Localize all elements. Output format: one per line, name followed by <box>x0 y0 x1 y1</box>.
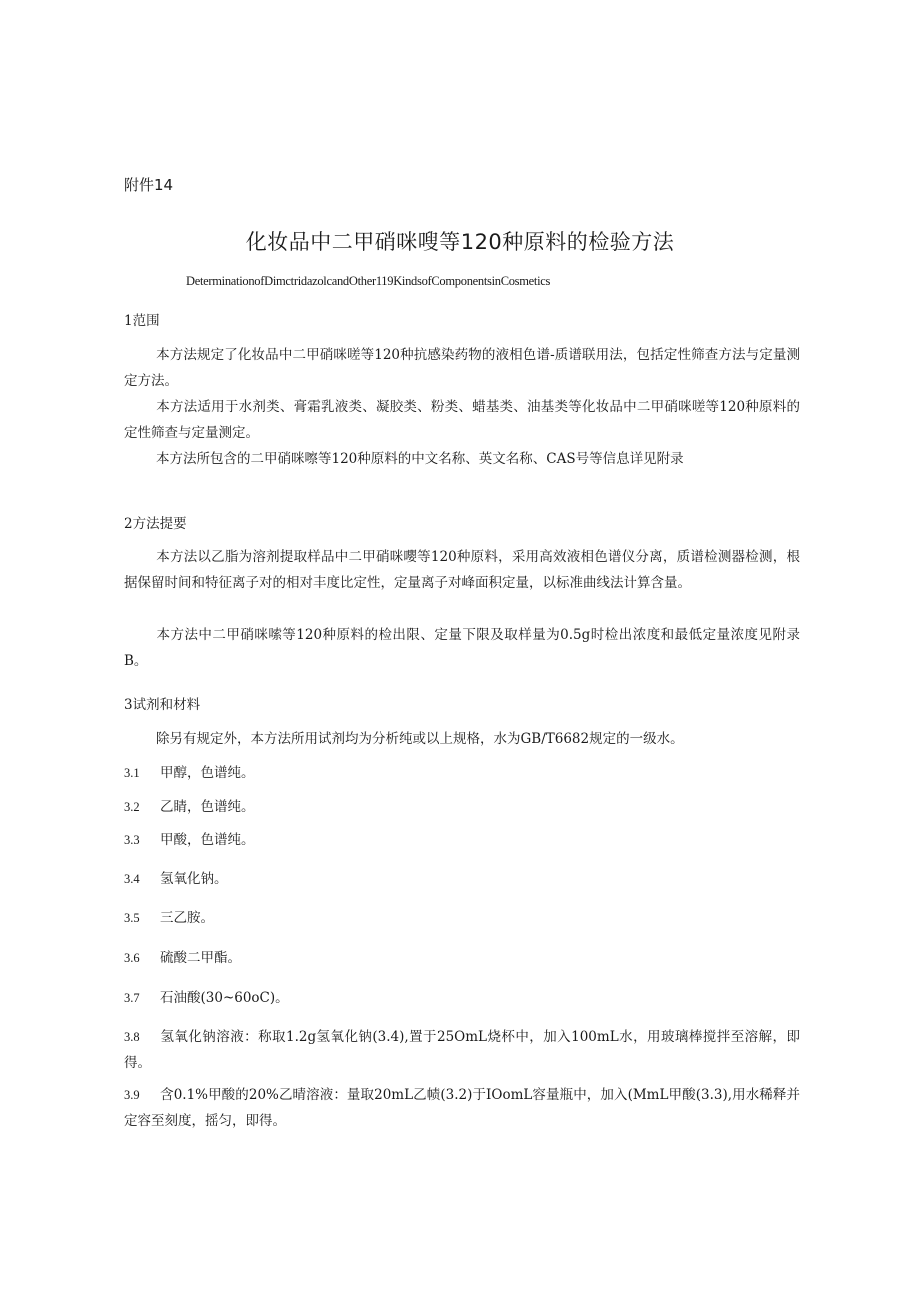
document-title: 化妆品中二甲硝咪嗖等120种原料的检验方法 <box>245 230 675 254</box>
list-item: 3.8 氢氧化钠溶液：称取1.2g氢氧化钠(3.4),置于25OmL烧杯中，加入100mL水，用玻璃棒搅拌至溶解，即得。 <box>124 1029 800 1071</box>
list-item: 3.4 氢氧化钠。 <box>124 871 228 887</box>
document-subtitle: DeterminationofDimctridazolcandOther119KindsofComponentsinCosmetics <box>186 274 551 288</box>
section-1-paragraph-3: 本方法所包含的二甲硝咪嚓等120种原料的中文名称、英文名称、CAS号等信息详见附录 <box>156 451 684 467</box>
section-2-paragraph-1: 本方法以乙脂为溶剂提取样品中二甲硝咪嚶等120种原料，采用高效液相色谱仪分离，质谱检测器检测，根据保留时间和特征离子对的相对丰度比定性，定量离子对峰面积定量，以标准曲线法计算含量。 <box>124 549 800 591</box>
section-1-paragraph-1: 本方法规定了化妆品中二甲硝咪嗟等120种抗感染药物的液相色谱-质谱联用法，包括定性筛查方法与定量测定方法。 <box>124 347 800 389</box>
section-3-heading: 3试剂和材料 <box>124 697 201 713</box>
section-1-heading: 1范围 <box>124 313 160 329</box>
attachment-label: 附件14 <box>124 176 174 194</box>
section-3-intro: 除另有规定外，本方法所用试剂均为分析纯或以上规格，水为GB/T6682规定的一级水。 <box>156 731 684 747</box>
section-2-paragraph-2: 本方法中二甲硝咪嗦等120种原料的检出限、定量下限及取样量为0.5g时检出浓度和最低定量浓度见附录B。 <box>124 627 800 669</box>
list-item: 3.6 硫酸二甲酯。 <box>124 950 241 966</box>
section-2-heading: 2方法提要 <box>124 516 187 532</box>
list-item: 3.5 三乙胺。 <box>124 910 214 926</box>
list-item: 3.1 甲醇，色谱纯。 <box>124 765 255 781</box>
section-1-paragraph-2: 本方法适用于水剂类、膏霜乳液类、凝胶类、粉类、蜡基类、油基类等化妆品中二甲硝咪嗟等120种原料的定性筛查与定量测定。 <box>124 399 800 441</box>
list-item: 3.2 乙睛，色谱纯。 <box>124 799 255 815</box>
list-item: 3.7 石油酸(30~60oC)。 <box>124 990 289 1006</box>
list-item: 3.9 含0.1%甲酸的20%乙晴溶液：量取20mL乙帻(3.2)于IOomL容量瓶中，加入(MmL甲酸(3.3),用水稀释并定容至刻度，摇匀，即得。 <box>124 1087 800 1129</box>
list-item: 3.3 甲酸，色谱纯。 <box>124 832 255 848</box>
